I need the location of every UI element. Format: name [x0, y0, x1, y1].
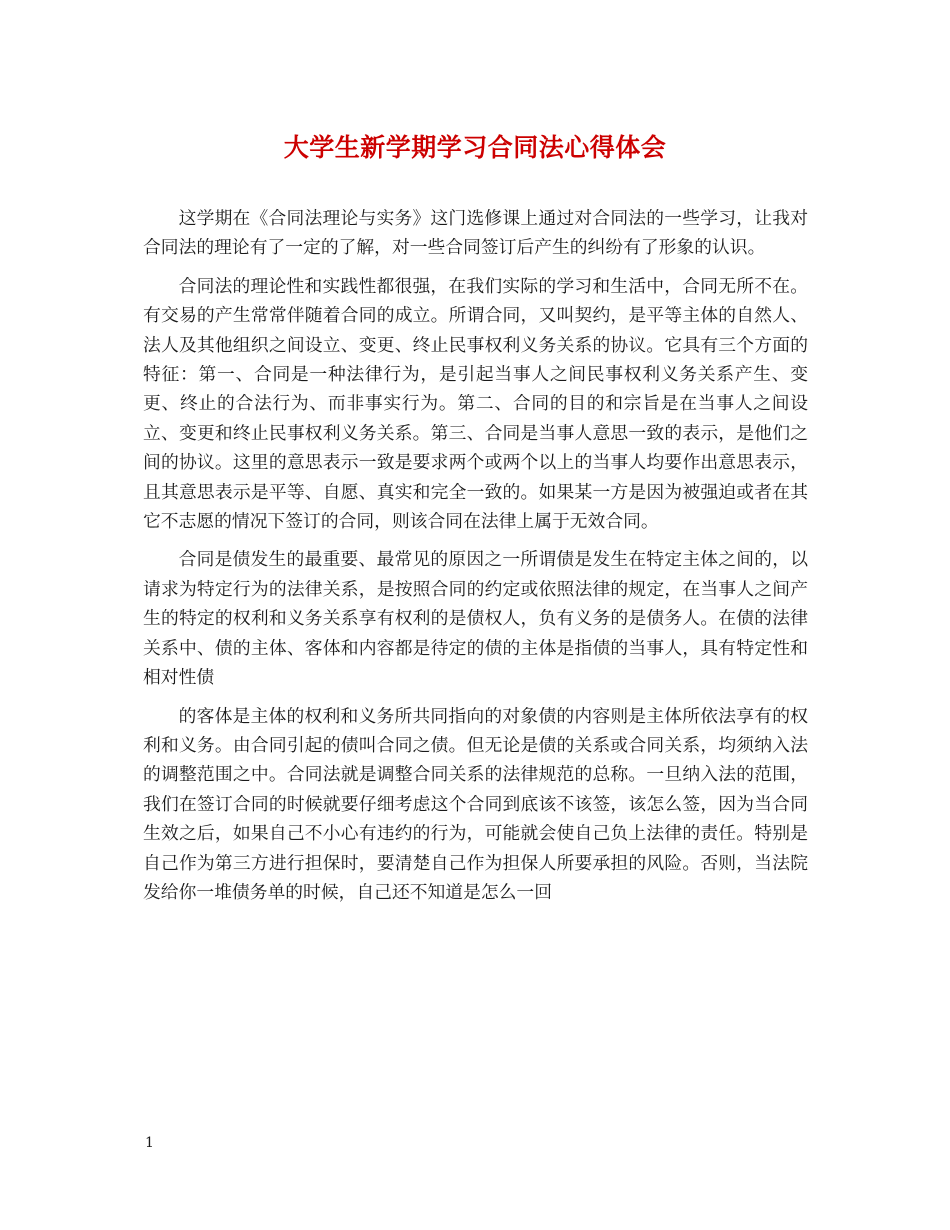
paragraph-2: 合同法的理论性和实践性都很强，在我们实际的学习和生活中，合同无所不在。有交易的产生常常伴随着合同的成立。所谓合同，又叫契约，是平等主体的自然人、法人及其他组织之间设立、变更、终止民事权利义务关系的协议。它具有三个方面的特征：第一、合同是一种法律行为，是引起当事人之间民事权利义务关系产生、变更、终止的合法行为、而非事实行为。第二、合同的目的和宗旨是在当事人之间设立、变更和终止民事权利义务关系。第三、合同是当事人意思一致的表示，是他们之间的协议。这里的意思表示一致是要求两个或两个以上的当事人均要作出意思表示，且其意思表示是平等、自愿、真实和完全一致的。如果某一方是因为被强迫或者在其它不志愿的情况下签订的合同，则该合同在法律上属于无效合同。: [143, 275, 808, 533]
document-body: [143, 204, 808, 907]
document-title: 大学生新学期学习合同法心得体会: [283, 133, 667, 162]
paragraph-4: 的客体是主体的权利和义务所共同指向的对象债的内容则是主体所依法享有的权利和义务。由合同引起的债叫合同之债。但无论是债的关系或合同关系，均须纳入法的调整范围之中。合同法就是调整合同关系的法律规范的总称。一旦纳入法的范围，我们在签订合同的时候就要仔细考虑这个合同到底该不该签，该怎么签，因为当合同生效之后，如果自己不小心有违约的行为，可能就会使自己负上法律的责任。特别是自己作为第三方进行担保时，要清楚自己作为担保人所要承担的风险。否则，当法院发给你一堆债务单的时候，自己还不知道是怎么一回: [143, 705, 808, 903]
paragraph-1: 这学期在《合同法理论与实务》这门选修课上通过对合同法的一些学习，让我对合同法的理论有了一定的了解，对一些合同签订后产生的纠纷有了形象的认识。: [143, 208, 808, 259]
paragraph-3: 合同是债发生的最重要、最常见的原因之一所谓债是发生在特定主体之间的，以请求为特定行为的法律关系，是按照合同的约定或依照法律的规定，在当事人之间产生的特定的权利和义务关系享有权利的是债权人，负有义务的是债务人。在债的法律关系中、债的主体、客体和内容都是待定的债的主体是指债的当事人，具有特定性和相对性债: [143, 549, 808, 689]
page-number: 1: [145, 1135, 154, 1151]
